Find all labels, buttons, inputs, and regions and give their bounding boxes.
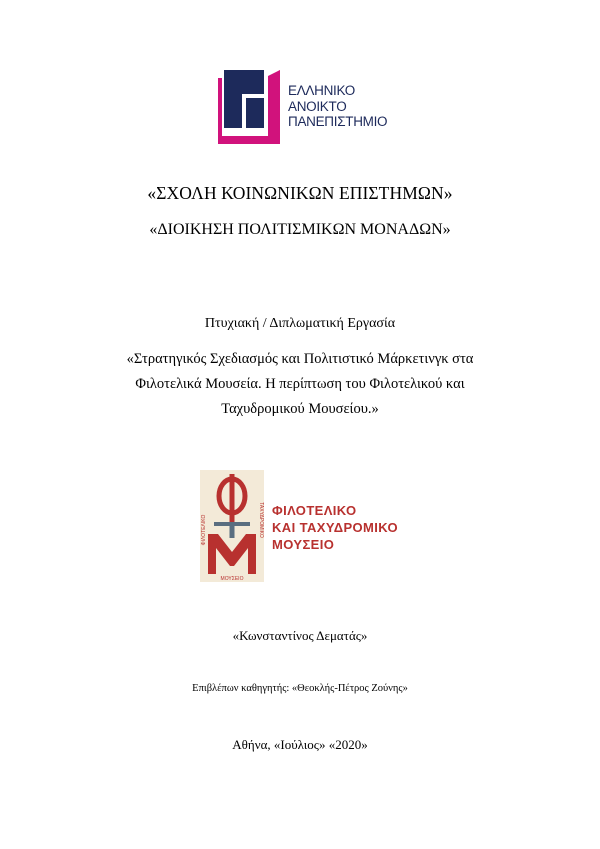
university-name-line: ΕΛΛΗΝΙΚΟ [288, 83, 355, 98]
museum-name-line: ΚΑΙ ΤΑΧΥΔΡΟΜΙΚΟ [272, 520, 398, 535]
university-name-line: ΠΑΝΕΠΙΣΤΗΜΙΟ [288, 114, 388, 129]
museum-logo [200, 470, 430, 582]
school-name: «ΣΧΟΛΗ ΚΟΙΝΩΝΙΚΩΝ ΕΠΙΣΤΗΜΩΝ» [147, 183, 453, 203]
philatelic-museum-emblem-icon [200, 470, 264, 582]
thesis-title-line: Φιλοτελικά Μουσεία. Η περίπτωση του Φιλοτελικού και [135, 376, 465, 392]
svg-text:ΦΙΛΟΤΕΛΙΚΟ: ΦΙΛΟΤΕΛΙΚΟ [201, 514, 207, 546]
thesis-type: Πτυχιακή / Διπλωματική Εργασία [204, 316, 396, 331]
supervisor: Επιβλέπων καθηγητής: «Θεοκλής-Πέτρος Ζούνης» [192, 683, 408, 694]
thesis-title-line: «Στρατηγικός Σχεδιασμός και Πολιτιστικό Μάρκετινγκ στα [126, 351, 474, 367]
thesis-title [0, 347, 600, 422]
eap-logo-icon [218, 70, 286, 144]
svg-text:ΜΟΥΣΕΙΟ: ΜΟΥΣΕΙΟ [220, 576, 244, 582]
museum-name-line: ΦΙΛΟΤΕΛΙΚΟ [272, 503, 357, 518]
university-name [288, 83, 387, 130]
thesis-title-line: Ταχυδρομικού Μουσείου.» [221, 401, 379, 417]
place-date: Αθήνα, «Ιούλιος» «2020» [232, 737, 368, 752]
museum-name-line: ΜΟΥΣΕΙΟ [272, 537, 335, 552]
program-name: «ΔΙΟΙΚΗΣΗ ΠΟΛΙΤΙΣΜΙΚΩΝ ΜΟΝΑΔΩΝ» [149, 221, 451, 238]
svg-text:ΤΑΧΥΔΡΟΜΙΚΟ: ΤΑΧΥΔΡΟΜΙΚΟ [258, 502, 264, 538]
university-name-line: ΑΝΟΙΚΤΟ [288, 98, 347, 114]
university-logo [218, 70, 408, 144]
author-name: «Κωνσταντίνος Δεματάς» [232, 628, 368, 643]
museum-name [272, 502, 398, 553]
